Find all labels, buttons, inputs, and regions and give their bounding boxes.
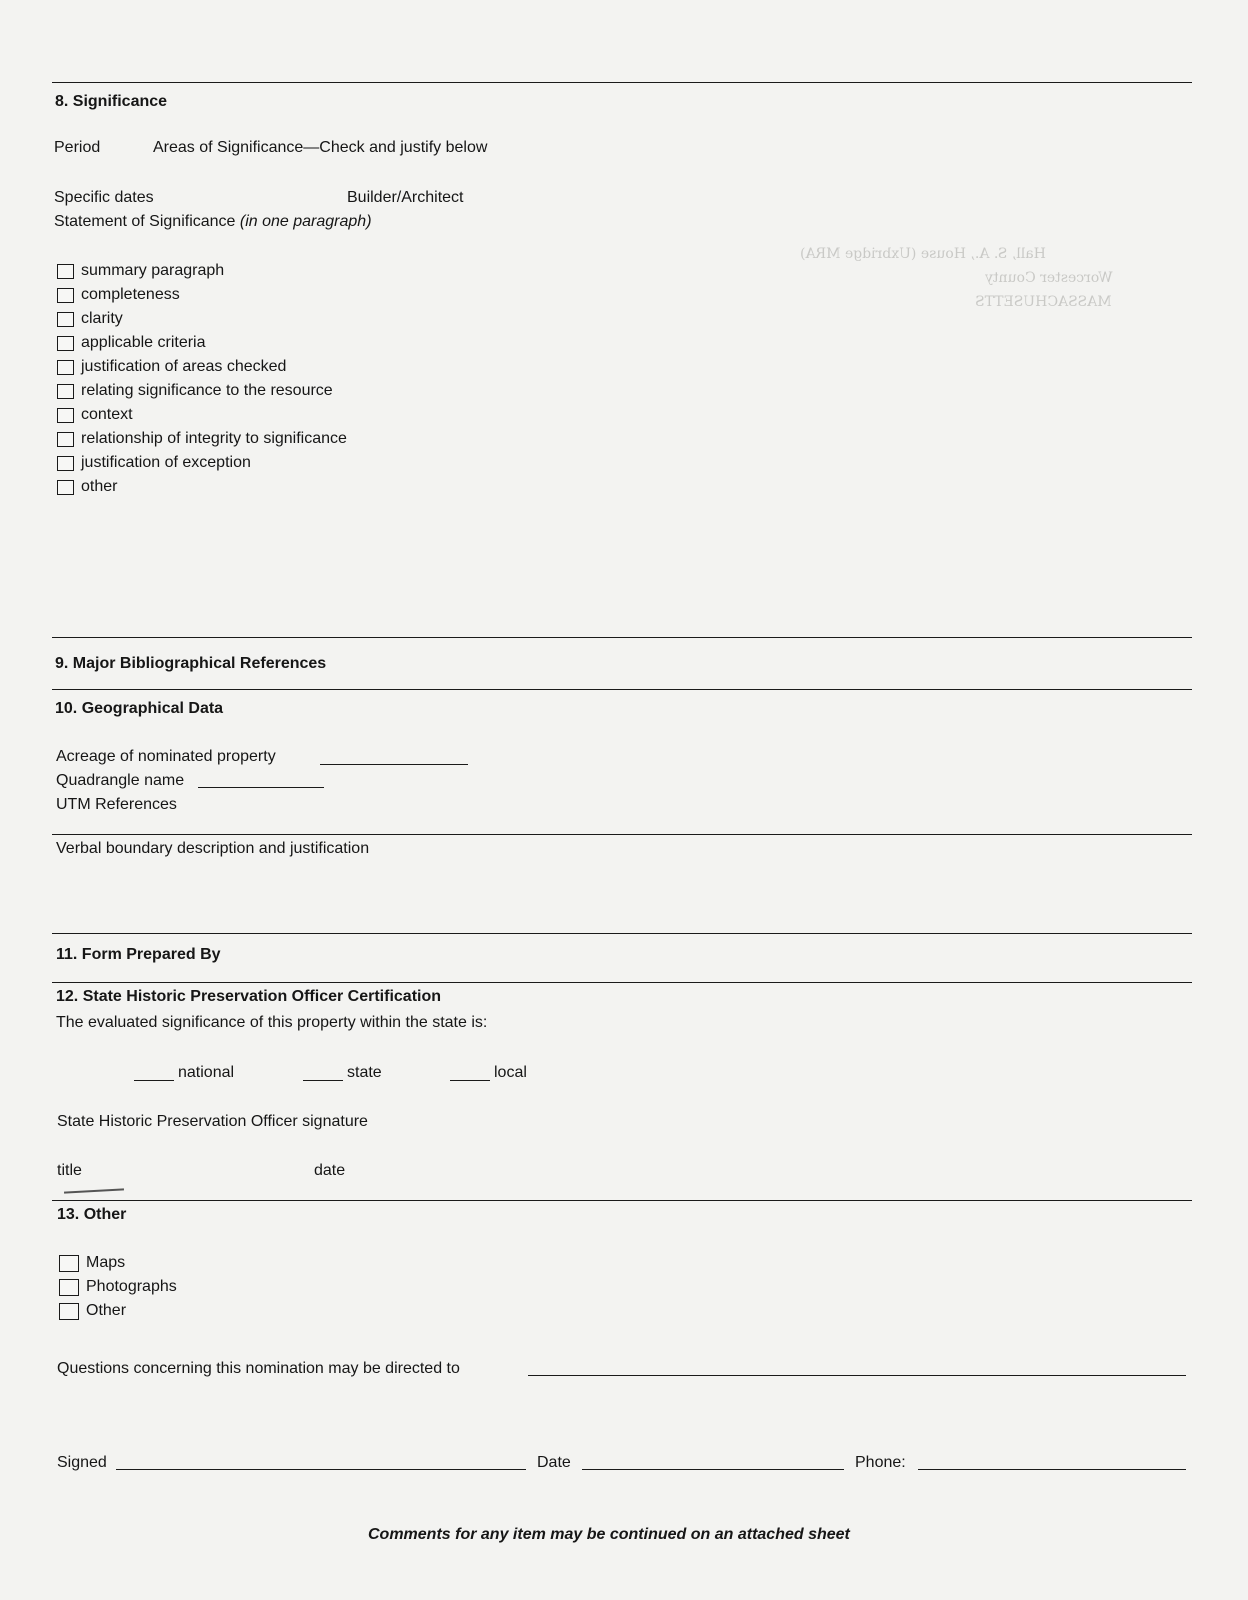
- utm-references-label: UTM References: [56, 796, 177, 813]
- section-9-heading: 9. Major Bibliographical References: [55, 655, 327, 672]
- bleed-through-text-3: MASSACHUSETTS: [975, 294, 1112, 310]
- checkbox[interactable]: [57, 312, 74, 327]
- statement-of-significance-label: [54, 212, 372, 232]
- checklist-item-label: other: [81, 478, 118, 495]
- period-label: Period: [54, 139, 101, 156]
- footer-note: Comments for any item may be continued on an attached sheet: [368, 1526, 850, 1543]
- section-divider: [52, 982, 1192, 983]
- statement-label-note: (in one paragraph): [239, 213, 372, 230]
- checklist-item-label: summary paragraph: [81, 262, 225, 279]
- local-blank[interactable]: [450, 1080, 490, 1081]
- areas-of-significance-label: Areas of Significance—Check and justify below: [153, 139, 488, 156]
- certification-intro: The evaluated significance of this property within the state is:: [56, 1014, 488, 1031]
- checklist-item-label: relating significance to the resource: [81, 382, 333, 399]
- checklist-item[interactable]: [57, 334, 206, 352]
- other-item-other[interactable]: [59, 1302, 126, 1320]
- checklist-item-label: justification of exception: [81, 454, 251, 471]
- bleed-through-text-2: Worcester County: [985, 270, 1113, 286]
- checklist-item-label: context: [81, 406, 133, 423]
- section-8-heading: 8. Significance: [55, 93, 168, 110]
- checklist-item[interactable]: [57, 454, 251, 472]
- national-blank[interactable]: [134, 1080, 174, 1081]
- checklist-item[interactable]: [57, 358, 286, 376]
- checklist-item[interactable]: [57, 478, 117, 496]
- checkbox[interactable]: [57, 264, 74, 279]
- checklist-item[interactable]: [57, 430, 347, 448]
- acreage-field[interactable]: [320, 764, 468, 765]
- national-option-label: national: [178, 1064, 235, 1081]
- checkbox[interactable]: [57, 384, 74, 399]
- pencil-mark: [64, 1188, 124, 1193]
- section-12-heading: 12. State Historic Preservation Officer Certification: [56, 988, 442, 1005]
- section-10-heading: 10. Geographical Data: [55, 700, 224, 717]
- boundary-description-label: Verbal boundary description and justification: [56, 840, 370, 857]
- section-divider: [52, 637, 1192, 638]
- checklist-item[interactable]: [57, 406, 133, 424]
- signed-date-label: Date: [537, 1454, 571, 1471]
- questions-label: Questions concerning this nomination may be directed to: [57, 1360, 460, 1377]
- checklist-item[interactable]: [57, 310, 123, 328]
- other-item-label: Maps: [86, 1254, 126, 1271]
- acreage-label: Acreage of nominated property: [56, 748, 276, 765]
- bleed-through-text-1: Hall, S. A., House (Uxbridge MRA): [800, 246, 1046, 262]
- checkbox[interactable]: [59, 1255, 79, 1272]
- state-option-label: state: [347, 1064, 382, 1081]
- quadrangle-label: Quadrangle name: [56, 772, 185, 789]
- checklist-item[interactable]: [57, 382, 333, 400]
- phone-label: Phone:: [855, 1454, 906, 1471]
- builder-architect-label: Builder/Architect: [347, 189, 464, 206]
- section-divider: [52, 689, 1192, 690]
- checklist-item[interactable]: [57, 286, 180, 304]
- other-item-maps[interactable]: [59, 1254, 125, 1272]
- other-item-photographs[interactable]: [59, 1278, 177, 1296]
- checklist-item-label: completeness: [81, 286, 180, 303]
- checkbox[interactable]: [57, 480, 74, 495]
- checkbox[interactable]: [57, 456, 74, 471]
- date-label: date: [314, 1162, 346, 1179]
- signed-date-field[interactable]: [582, 1469, 844, 1470]
- statement-label-text: Statement of Significance: [54, 213, 236, 230]
- section-divider: [52, 82, 1192, 83]
- local-option-label: local: [494, 1064, 527, 1081]
- other-item-label: Photographs: [86, 1278, 177, 1295]
- section-divider: [52, 834, 1192, 835]
- section-divider: [52, 933, 1192, 934]
- section-13-heading: 13. Other: [57, 1206, 127, 1223]
- state-blank[interactable]: [303, 1080, 343, 1081]
- checkbox[interactable]: [57, 360, 74, 375]
- phone-field[interactable]: [918, 1469, 1186, 1470]
- section-11-heading: 11. Form Prepared By: [56, 946, 221, 963]
- checkbox[interactable]: [57, 432, 74, 447]
- checkbox[interactable]: [59, 1303, 79, 1320]
- checklist-item[interactable]: [57, 262, 224, 280]
- questions-field[interactable]: [528, 1375, 1186, 1376]
- other-item-label: Other: [86, 1302, 127, 1319]
- section-divider: [52, 1200, 1192, 1201]
- signed-label: Signed: [57, 1454, 107, 1471]
- checkbox[interactable]: [59, 1279, 79, 1296]
- checklist-item-label: relationship of integrity to significance: [81, 430, 347, 447]
- checkbox[interactable]: [57, 336, 74, 351]
- specific-dates-label: Specific dates: [54, 189, 154, 206]
- checklist-item-label: clarity: [81, 310, 123, 327]
- checklist-item-label: justification of areas checked: [81, 358, 287, 375]
- checkbox[interactable]: [57, 288, 74, 303]
- title-label: title: [57, 1162, 82, 1179]
- quadrangle-field[interactable]: [198, 787, 324, 788]
- checkbox[interactable]: [57, 408, 74, 423]
- shpo-signature-label: State Historic Preservation Officer signature: [57, 1113, 368, 1130]
- checklist-item-label: applicable criteria: [81, 334, 206, 351]
- signed-field[interactable]: [116, 1469, 526, 1470]
